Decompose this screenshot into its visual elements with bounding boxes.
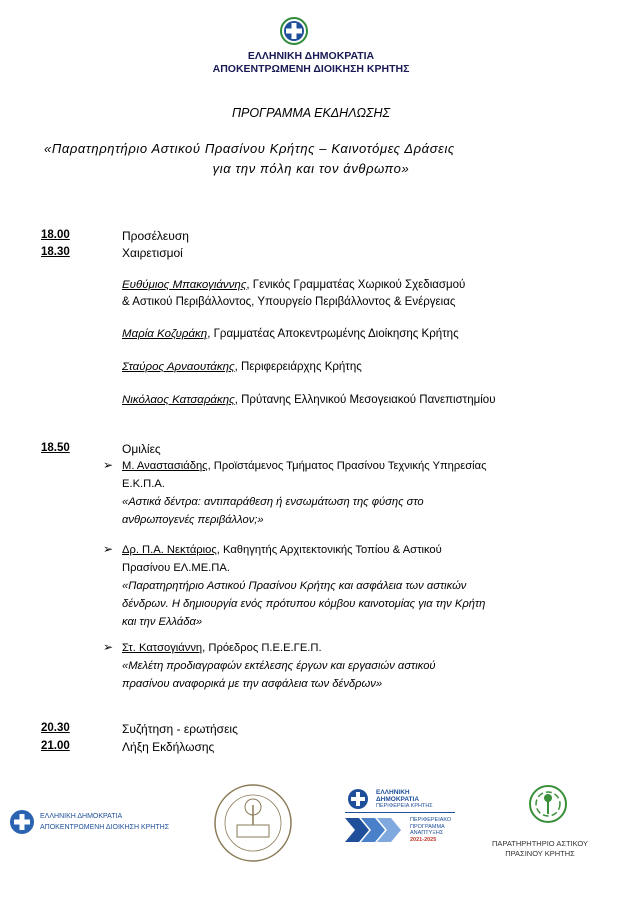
chevrons-icon xyxy=(345,816,401,844)
speaker-name: Νικόλαος Κατσαράκης xyxy=(122,394,235,406)
item-closing: Λήξη Εκδήλωσης xyxy=(122,740,215,754)
time-1830: 18.30 xyxy=(41,246,70,258)
time-2030: 20.30 xyxy=(41,722,70,734)
logo3-title: ΕΛΛΗΝΙΚΗ ΔΗΜΟΚΡΑΤΙΑ ΠΕΡΙΦΕΡΕΙΑ ΚΡΗΤΗΣ xyxy=(376,789,433,809)
logo1-line-2: ΑΠΟΚΕΝΤΡΩΜΕΝΗ ΔΙΟΙΚΗΣΗ ΚΡΗΤΗΣ xyxy=(40,824,170,831)
greeting-4: Νικόλαος Κατσαράκης, Πρύτανης Ελληνικού Μεσογειακού Πανεπιστημίου xyxy=(122,394,496,406)
speaker-name: Μαρία Κοζυράκη xyxy=(122,328,208,340)
item-talks: Ομιλίες xyxy=(122,442,161,456)
item-greetings: Χαιρετισμοί xyxy=(122,246,183,260)
greeting-2: Μαρία Κοζυράκη, Γραμματέας Αποκεντρωμένης Διοίκησης Κρήτης xyxy=(122,328,459,340)
speaker-name: Στ. Κατσογιάννη xyxy=(122,642,203,654)
header-line-1: ΕΛΛΗΝΙΚΗ ΔΗΜΟΚΡΑΤΙΑ xyxy=(247,50,375,62)
speaker-name: Δρ. Π.Α. Νεκτάριος xyxy=(122,544,217,556)
speaker-name: Σταύρος Αρναουτάκης xyxy=(122,361,235,373)
item-arrival: Προσέλευση xyxy=(122,229,189,243)
header-line-2: ΑΠΟΚΕΝΤΡΩΜΕΝΗ ΔΙΟΙΚΗΣΗ ΚΡΗΤΗΣ xyxy=(212,63,410,75)
page-title: ΠΡΟΓΡΑΜΜΑ ΕΚΔΗΛΩΣΗΣ xyxy=(231,106,391,120)
greek-emblem-icon xyxy=(280,17,308,45)
logo3-program: ΠΕΡΙΦΕΡΕΙΑΚΟ ΠΡΟΓΡΑΜΜΑ ΑΝΑΠΤΥΞΗΣ 2021-2025 xyxy=(410,817,452,843)
talk-3: Στ. Κατσογιάννη, Πρόεδρος Π.Ε.Ε.ΓΕ.Π. «Μελέτη προδιαγραφών εκτέλεσης έργων και εργασιών αστικού πρασίνου αναφορικά με την ασφάλεια των δένδρων» xyxy=(122,642,436,690)
speaker-name: Μ. Αναστασιάδης xyxy=(122,460,208,472)
tree-logo-icon xyxy=(528,784,568,824)
time-1850: 18.50 xyxy=(41,442,70,454)
subtitle-line-1: «Παρατηρητήριο Αστικού Πρασίνου Κρήτης – Καινοτόμες Δράσεις xyxy=(44,141,455,156)
item-discussion: Συζήτηση - ερωτήσεις xyxy=(122,722,238,736)
talk-1: Μ. Αναστασιάδης, Προϊστάμενος Τμήματος Πρασίνου Τεχνικής Υπηρεσίας Ε.Κ.Π.Α. «Αστικά δέντρα: αντιπαράθεση ή ενσωμάτωση της φύσης στο ανθρωπογενές περιβάλλον;» xyxy=(122,460,487,526)
bullet-arrow-icon: ➢ xyxy=(103,458,114,472)
speaker-name: Ευθύμιος Μπακογιάννης xyxy=(122,279,247,291)
greek-emblem-icon xyxy=(9,809,35,835)
subtitle-line-2: για την πόλη και τον άνθρωπο» xyxy=(212,161,410,176)
time-1800: 18.00 xyxy=(41,229,70,241)
bullet-arrow-icon: ➢ xyxy=(103,542,114,556)
university-seal-icon xyxy=(213,783,293,863)
greeting-1: Ευθύμιος Μπακογιάννης, Γενικός Γραμματέας Χωρικού Σχεδιασμού & Αστικού Περιβάλλοντος, Υπουργείο Περιβάλλοντος & Ενέργειας xyxy=(122,279,466,308)
time-2100: 21.00 xyxy=(41,740,70,752)
greek-emblem-icon xyxy=(347,788,369,810)
greeting-3: Σταύρος Αρναουτάκης, Περιφερειάρχης Κρήτης xyxy=(122,361,362,373)
bullet-arrow-icon: ➢ xyxy=(103,640,114,654)
logo4-text: ΠΑΡΑΤΗΡΗΤΗΡΙΟ ΑΣΤΙΚΟΥ ΠΡΑΣΙΝΟΥ ΚΡΗΤΗΣ xyxy=(492,839,588,858)
logo3-divider xyxy=(345,812,455,813)
talk-2: Δρ. Π.Α. Νεκτάριος, Καθηγητής Αρχιτεκτονικής Τοπίου & Αστικού Πρασίνου ΕΛ.ΜΕ.ΠΑ. «Παρατηρητήριο Αστικού Πρασίνου Κρήτης και ασφάλεια των αστικών δένδρων. Η δημιουργία ενός πρότυπου κόμβου καινοτομίας για την Κρήτη και την Ελλάδα» xyxy=(122,544,486,628)
logo1-line-1: ΕΛΛΗΝΙΚΗ ΔΗΜΟΚΡΑΤΙΑ xyxy=(40,813,123,820)
